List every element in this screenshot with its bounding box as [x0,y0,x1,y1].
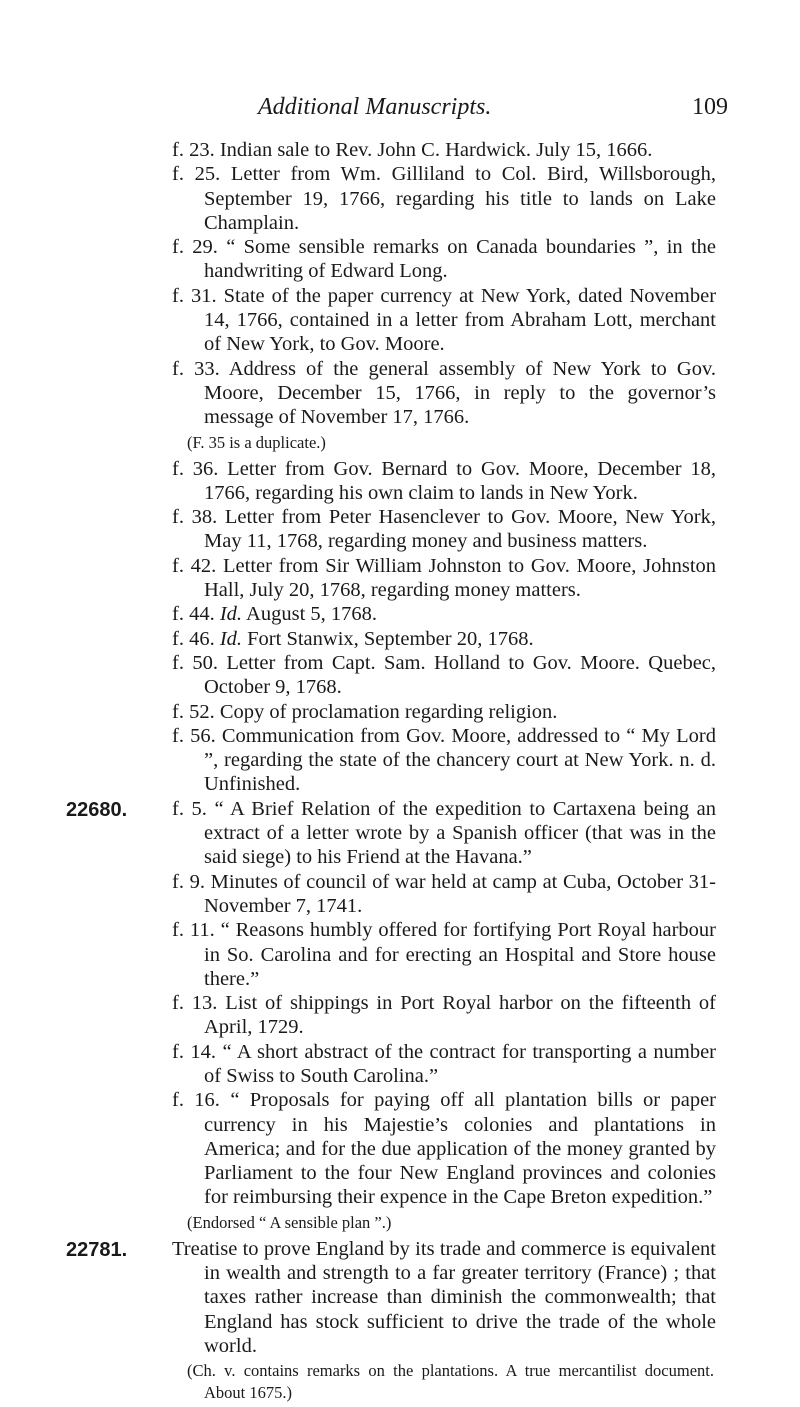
page-number: 109 [692,94,728,120]
folio-item: f. 46. Id. Fort Stanwix, September 20, 1768. [172,627,534,650]
folio-item: f. 11. “ Reasons humbly offered for fortifying Port Royal harbour in So. Carolina and for erecting an Hospital and Store house there.” [172,919,716,990]
folio-item: f. 14. “ A short abstract of the contract for transporting a number of Swiss to South Carolina.” [172,1040,716,1087]
endorsement-note: (Endorsed “ A sensible plan ”.) [187,1212,392,1232]
folio-item: f. 23. Indian sale to Rev. John C. Hardwick. July 15, 1666. [172,139,653,161]
folio-item: f. 42. Letter from Sir William Johnston to Gov. Moore, Johnston Hall, July 20, 1768, regarding money matters. [172,554,717,602]
entry-description: Treatise to prove England by its trade and commerce is equivalent in wealth and strength to a far greater territory (France) ; that taxes rather increase than diminish the commonwealth; that England has stock sufficient to drive the trade of the whole world. [172,1237,716,1357]
manuscript-number: 22680. [66,798,128,821]
folio-item: f. 38. Letter from Peter Hasenclever to Gov. Moore, New York, May 11, 1768, regarding money and business matters. [172,506,716,553]
folio-item: f. 50. Letter from Capt. Sam. Holland to Gov. Moore. Quebec, October 9, 1768. [172,651,717,699]
manuscript-entry-22680 [0,797,800,1234]
folio-item: f. 9. Minutes of council of war held at camp at Cuba, October 31-November 7, 1741. [172,870,717,917]
folio-item: f. 52. Copy of proclamation regarding religion. [172,700,558,723]
page-content [0,138,800,1407]
folio-item: f. 5. “ A Brief Relation of the expedition to Cartaxena being an extract of a letter wrote by a Spanish officer (that was in the said siege) to his Friend at the Havana.” [172,797,717,869]
manuscript-number: 22781. [66,1238,128,1261]
folio-item: f. 44. Id. August 5, 1768. [172,603,378,626]
folio-item: f. 56. Communication from Gov. Moore, addressed to “ My Lord ”, regarding the state of the chancery court at New York. n. d. Unfinished. [172,724,716,796]
folio-item: f. 13. List of shippings in Port Royal harbor on the fifteenth of April, 1729. [172,992,717,1039]
entry-note: (Ch. v. contains remarks on the plantations. A true mercantilist document. About 1675.) [187,1361,714,1403]
folio-note: (F. 35 is a duplicate.) [187,432,326,452]
folio-item: f. 36. Letter from Gov. Bernard to Gov. Moore, December 18, 1766, regarding his own claim to lands in New York. [172,457,717,504]
running-title: Additional Manuscripts. [258,94,492,120]
folio-item: f. 29. “ Some sensible remarks on Canada boundaries ”, in the handwriting of Edward Long. [172,236,716,283]
folio-item: f. 33. Address of the general assembly of New York to Gov. Moore, December 15, 1766, in reply to the governor’s message of November 17, 1766. [172,357,717,429]
manuscript-entry-22781 [0,1237,800,1404]
folio-item: f. 16. “ Proposals for paying off all plantation bills or paper currency in his Majestie’s colonies and plantations in America; and for the due application of the money granted by Parliament to the four New England provinces and colonies for reimbursing their expence in the Cape Breton expedition.” [172,1089,717,1209]
folio-item: f. 25. Letter from Wm. Gilliland to Col. Bird, Willsborough, September 19, 1766, regarding his title to lands on Lake Champlain. [172,163,716,234]
folio-item: f. 31. State of the paper currency at New York, dated November 14, 1766, contained in a letter from Abraham Lott, merchant of New York, to Gov. Moore. [172,284,717,356]
continued-entry [0,138,800,797]
